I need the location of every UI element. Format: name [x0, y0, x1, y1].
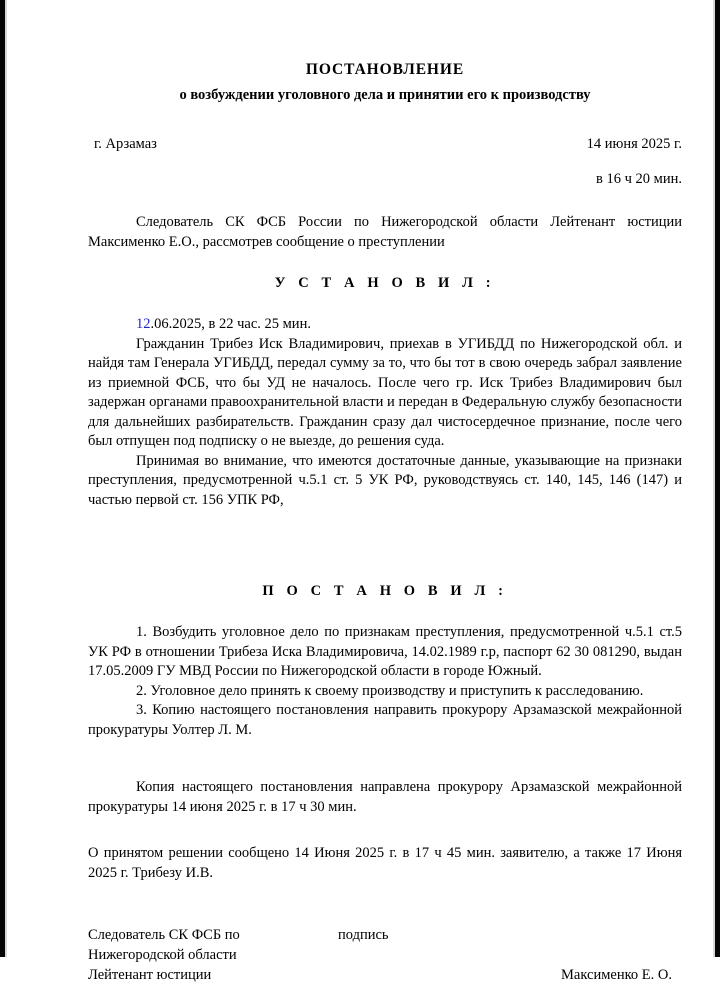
title-block	[88, 60, 682, 105]
signature-line-2: Нижегородской области	[88, 947, 237, 963]
document-body	[88, 0, 682, 983]
signature-spacer-3	[488, 945, 682, 965]
signature-spacer-4	[338, 965, 488, 985]
page-frame-left-inner	[5, 0, 7, 957]
signature-spacer-2	[338, 945, 488, 965]
signature-name: Максименко Е. О.	[561, 967, 672, 983]
signature-row-2	[88, 945, 682, 965]
heading-postanovil: П О С Т А Н О В И Л :	[262, 583, 508, 599]
notification-block	[88, 844, 682, 883]
facts-block	[88, 315, 682, 510]
resolution-item: 3. Копию настоящего постановления направить прокурору Арзамазской межрайонной прокуратуры Уолтер Л. М.	[88, 702, 682, 738]
document-subtitle: о возбуждении уголовного дела и принятии его к производству	[179, 87, 591, 103]
incident-date-rest: .06.2025, в 22 час. 25 мин.	[150, 316, 311, 332]
incident-date-line	[88, 315, 682, 335]
page-frame-right	[715, 0, 720, 957]
signature-row-3	[88, 965, 682, 985]
date-label: 14 июня 2025 г.	[586, 136, 682, 152]
preamble-paragraph: Следователь СК ФСБ России по Нижегородской области Лейтенант юстиции Максименко Е.О., рассмотрев сообщение о преступлении	[88, 214, 682, 250]
page-frame-right-inner	[713, 0, 715, 957]
copy-sent-paragraph: Копия настоящего постановления направлена прокурору Арзамазской межрайонной прокуратуры 14 июня 2025 г. в 17 ч 30 мин.	[88, 779, 682, 815]
place-date-row	[88, 136, 682, 153]
signature-spacer-1	[488, 925, 682, 945]
signature-word: подпись	[338, 927, 389, 943]
signature-row-1	[88, 925, 682, 945]
heading-ustanovil: У С Т А Н О В И Л :	[274, 275, 496, 291]
copy-sent-block	[88, 778, 682, 817]
notification-paragraph: О принятом решении сообщено 14 Июня 2025 г. в 17 ч 45 мин. заявителю, а также 17 Июня 2025 г. Трибезу И.В.	[88, 845, 682, 881]
resolution-item: 2. Уголовное дело принять к своему производству и приступить к расследованию.	[136, 682, 644, 699]
incident-date-highlight: 12	[136, 316, 151, 332]
preamble-block	[88, 213, 682, 252]
grounds-paragraph: Принимая во внимание, что имеются достаточные данные, указывающие на признаки преступления, предусмотренной ч.5.1 ст. 5 УК РФ, руководствуясь ст. 140, 145, 146 (147) и частью первой ст. 156 УПК РФ,	[88, 452, 682, 508]
place-label: г. Арзамаз	[94, 136, 157, 152]
facts-paragraph: Гражданин Трибез Иск Владимирович, приехав в УГИБДД по Нижегородской обл. и найдя там Генерала УГИБДД, передал сумму за то, что бы тот в свою очередь забрал заявление из приемной ФСБ, что бы УД не началось. После чего гр. Иск Трибез Владимирович был задержан органами правоохранительной власти и передан в Федеральную службу безопасности для дальнейших разбирательств. Гражданин сразу дал чистосердечное признание, после чего был отпущен под подписку о не выезде, до решения суда.	[88, 335, 682, 449]
signature-line-3: Лейтенант юстиции	[88, 967, 212, 983]
resolutions-list	[88, 623, 682, 740]
time-label: в 16 ч 20 мин.	[596, 171, 682, 187]
signature-block	[88, 925, 682, 985]
resolution-item: 1. Возбудить уголовное дело по признакам преступления, предусмотренной ч.5.1 ст.5 УК РФ в отношении Трибеза Иска Владимировича, 14.02.1989 г.р, паспорт 62 30 081290, выдан 17.05.2009 ГУ МВД России по Нижегородской области в городе Южный.	[88, 624, 682, 679]
signature-line-1: Следователь СК ФСБ по	[88, 927, 240, 943]
document-title: ПОСТАНОВЛЕНИЕ	[305, 61, 465, 78]
